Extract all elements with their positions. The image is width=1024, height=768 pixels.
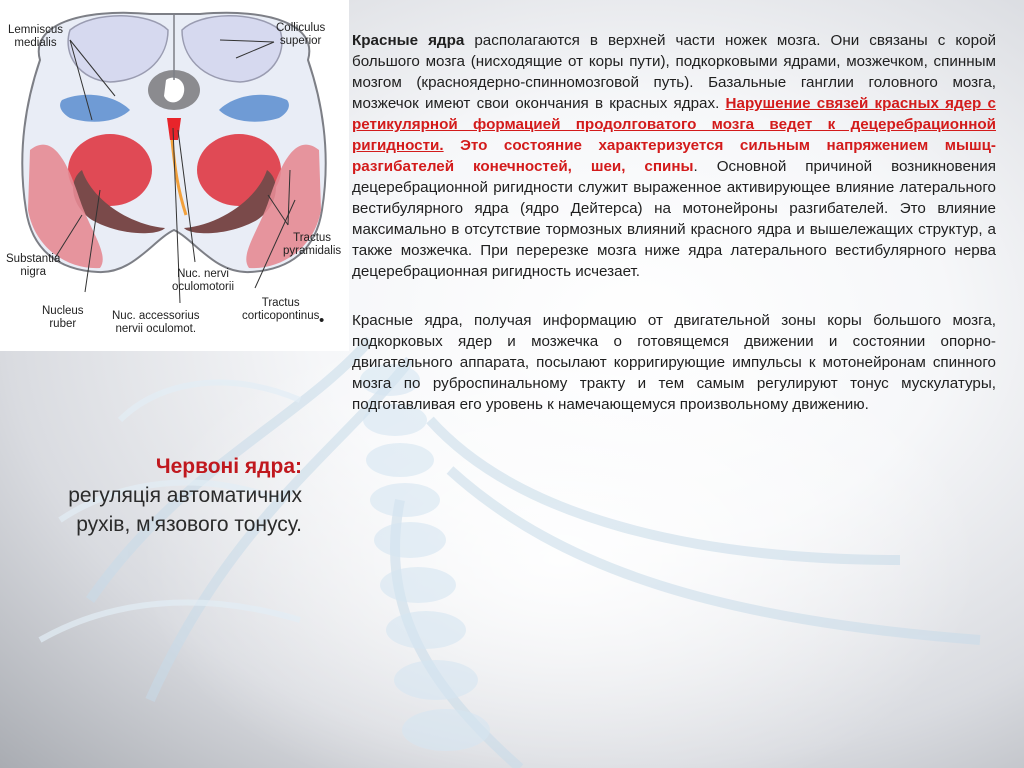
midbrain-diagram (0, 0, 349, 351)
caption-title: Червоні ядра: (155, 455, 302, 478)
caption-line-1: регуляція автоматичних (68, 484, 302, 507)
label-colliculus-superior: Colliculus superior (276, 22, 326, 47)
paragraph-2 (319, 310, 996, 415)
label-tractus-corticopontinus: Tractus corticopontinus (242, 297, 320, 322)
p1-lead: Красные ядра (352, 32, 465, 49)
label-tractus-pyramidalis: Tractus pyramidalis (283, 232, 342, 257)
p1-highlight-underlined: Нарушение связей красных ядер с ретикулярной формацией продолговатого мозга ведет к децеребрационной ригидности. (352, 95, 996, 154)
p1-text-b: . Основной причиной возникновения децеребрационной ригидности служит выраженное активирующее влияние латерального вестибулярного ядра (ядро Дейтерса) на мотонейроны разгибателей. Это влияние максимально в отсутствие тормозных влияний красного ядра и вышележащих структур, а также мозжечка. При перерезке мозга ниже ядра латерального вестибулярного нерва децеребрационная ригидность исчезает. (352, 158, 996, 280)
label-nuc-accessorius: Nuc. accessorius nervii oculomot. (112, 310, 200, 335)
label-substantia-nigra: Substantia nigra (6, 253, 61, 278)
slide-caption (0, 452, 302, 539)
main-text (319, 30, 996, 415)
paragraph-1 (352, 30, 996, 282)
caption-line-2: рухів, м'язового тонусу. (76, 513, 302, 536)
label-nuc-nervi-oculomotorii: Nuc. nervi oculomotorii (172, 268, 234, 293)
p1-text-a: располагаются в верхней части ножек мозга. Они связаны с корой большого мозга (нисходящие от коры пути), подкорковыми ядрами, мозжечком, спинным мозгом (красноядерно-спинномозговой путь). Базальные ганглии головного мозга, мозжечок имеют свои окончания в красных ядрах. (352, 32, 996, 112)
p1-highlight: Это состояние характеризуется сильным напряжением мышц-разгибателей конечностей, шеи, спины (352, 137, 996, 175)
p2-text: Красные ядра, получая информацию от двигательной зоны коры большого мозга, подкорковых ядер и мозжечка о готовящемся движении и состоянии опорно-двигательного аппарата, посылают корригирующие импульсы к мотонейронам спинного мозга по руброспинальному тракту и тем самым регулируют тонус мускулатуры, подготавливая его уровень к намечающемуся произвольному движению. (352, 312, 996, 413)
label-nucleus-ruber: Nucleus ruber (42, 305, 84, 330)
label-lemniscus-medialis: Lemniscus medialis (8, 24, 63, 49)
bullet-marker: • (319, 312, 325, 329)
